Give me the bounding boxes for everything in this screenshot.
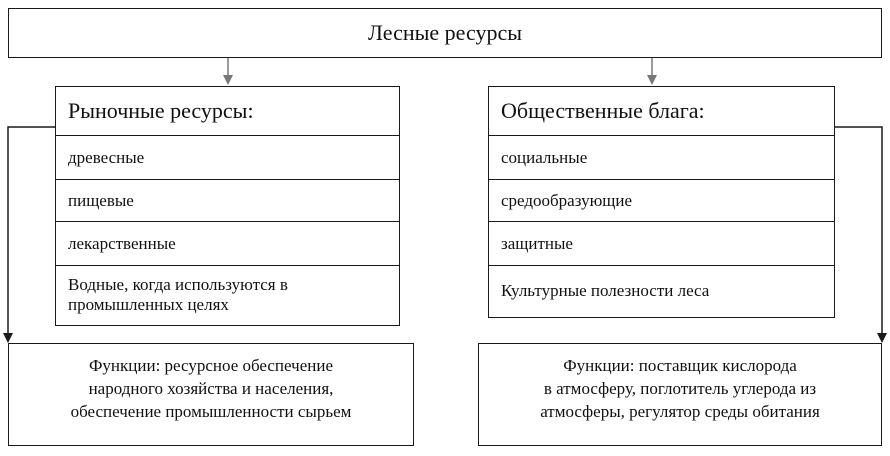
market-functions-box <box>8 343 414 446</box>
market-functions-line-2: народного хозяйства и населения, <box>88 379 334 398</box>
arrow-left-to-functions <box>8 127 55 338</box>
arrow-right-to-functions <box>835 127 882 338</box>
market-resources-header: Рыночные ресурсы: <box>68 98 254 123</box>
public-functions-box <box>478 343 882 446</box>
public-item-environment: средообразующие <box>489 179 834 221</box>
market-functions-line-3: обеспечение промышленности сырьем <box>70 402 352 421</box>
market-item-wood: древесные <box>56 135 399 179</box>
public-functions-line-3: атмосферы, регулятор среды обитания <box>540 402 820 421</box>
public-functions-line-1: Функции: поставщик кислорода <box>563 356 797 375</box>
root-title: Лесные ресурсы <box>368 20 522 45</box>
root-title-box <box>8 8 882 58</box>
market-item-food: пищевые <box>56 179 399 221</box>
public-item-cultural: Культурные полезности леса <box>489 265 834 316</box>
public-goods-box <box>488 86 835 318</box>
public-item-protective: защитные <box>489 221 834 265</box>
market-item-medicinal: лекарственные <box>56 221 399 265</box>
public-goods-header: Общественные блага: <box>501 98 705 123</box>
public-item-social: социальные <box>489 135 834 179</box>
public-functions-line-2: в атмосферу, поглотитель углерода из <box>543 379 817 398</box>
market-functions-line-1: Функции: ресурсное обеспечение <box>89 356 333 375</box>
market-item-water: Водные, когда используются в промышленных целях <box>56 265 399 324</box>
market-resources-box <box>55 86 400 326</box>
